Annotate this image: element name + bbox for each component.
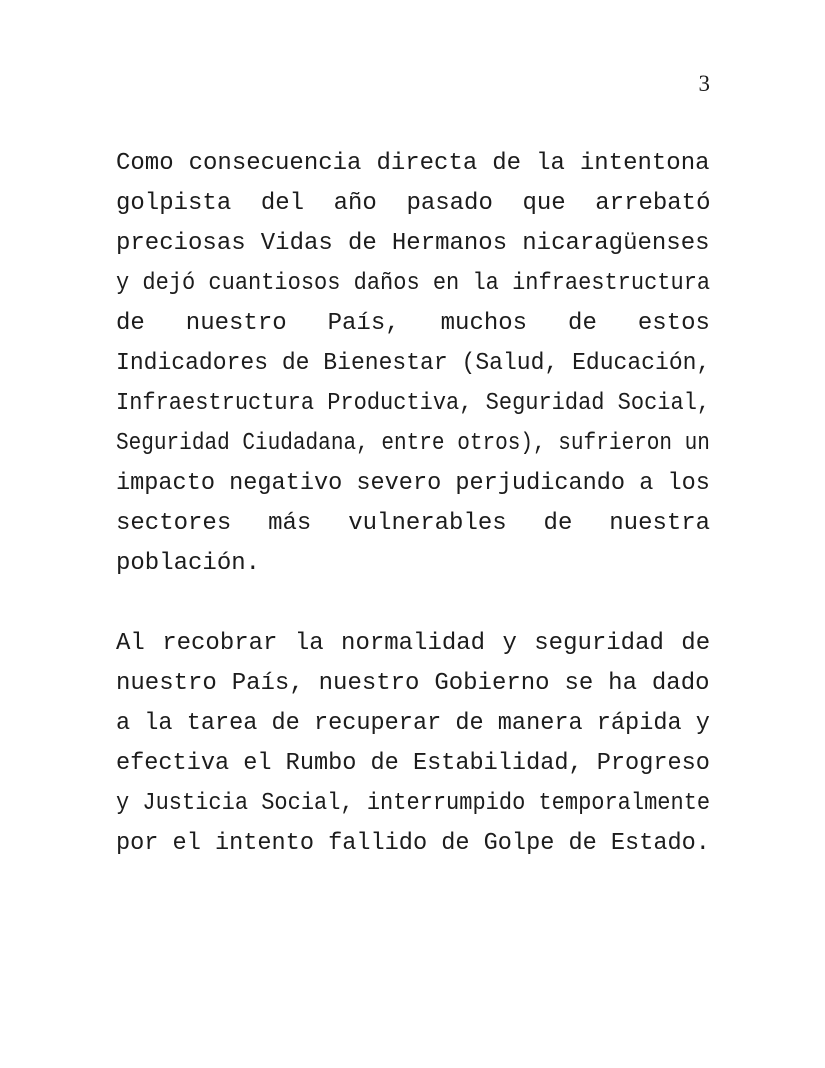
text-line: Indicadores de Bienestar (Salud, Educación,	[116, 350, 711, 377]
text-line: preciosas Vidas de Hermanos nicaragüenses	[116, 230, 710, 257]
page-number: 3	[698, 71, 710, 96]
paragraph-1	[116, 144, 710, 584]
text-line: y Justicia Social, interrumpido temporalmente	[116, 790, 711, 817]
text-line: Como consecuencia directa de la intentona	[116, 150, 710, 177]
text-line: efectiva el Rumbo de Estabilidad, Progreso	[116, 750, 710, 777]
text-line: Infraestructura Productiva, Seguridad Social,	[116, 390, 711, 417]
text-line: Seguridad Ciudadana, entre otros), sufrieron un	[116, 430, 710, 457]
text-line: y dejó cuantiosos daños en la infraestructura	[116, 270, 711, 297]
page-content	[116, 144, 710, 904]
paragraph-2	[116, 624, 710, 864]
text-line: golpista del año pasado que arrebató	[116, 190, 711, 217]
text-line: sectores más vulnerables de nuestra	[116, 510, 711, 537]
text-line: de nuestro País, muchos de estos	[116, 310, 710, 337]
text-line: Al recobrar la normalidad y seguridad de	[116, 630, 711, 657]
text-line: impacto negativo severo perjudicando a los	[116, 470, 710, 497]
text-line: nuestro País, nuestro Gobierno se ha dado	[116, 670, 710, 697]
text-line: población.	[116, 550, 261, 577]
text-line: a la tarea de recuperar de manera rápida y	[116, 710, 710, 737]
text-line: por el intento fallido de Golpe de Estado.	[116, 830, 710, 857]
